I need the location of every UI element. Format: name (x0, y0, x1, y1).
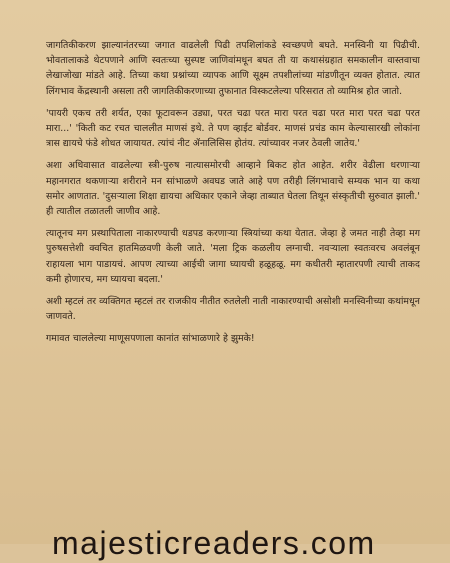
paragraph-intro: जागतिकीकरण झाल्यानंतरच्या जगात वाढलेली पिढी तपशिलांकडे स्वच्छपणे बघते. मनस्विनी या पिढीची. भोवतालाकडे थेटपणाने आणि स्वतःच्या सुस्पष्ट जाणिवांमधून बघत ती या कथासंग्रहात समकालीन वास्तवाचा लेखाजोखा मांडते आहे. तिच्या कथा प्रश्नांच्या व्यापक आणि सूक्ष्म तपशीलांच्या मांडणीतून व्यक्त होतात. त्यात लिंगभाव केंद्रस्थानी असला तरी जागतिकीकरणाच्या तुफानात विस्कटलेल्या परिसरात तो व्यामिश्र होत जातो. (46, 40, 420, 97)
website-watermark: majesticreaders.com (52, 525, 376, 561)
paragraph-women-stories: त्यातूनच मग प्रस्थापिताला नाकारण्याची धडपड करणाऱ्या स्त्रियांच्या कथा येतात. जेव्हा हे जमत नाही तेव्हा मग पुरुषसत्तेशी क्वचित हातमिळवणी केली जाते. 'मला ट्रिक कळलीय लग्नाची. नवऱ्याला स्वतःवरच अवलंबून राहायला भाग पाडायचं. आपण त्याच्या आईची जागा घ्यायची हळूहळू. मग कधीतरी म्हातारपणी त्याची ताकद कमी होणारच, मग घ्यायचा बदला.' (46, 228, 420, 285)
paragraph-personal-political: अशी म्हटलं तर व्यक्तिगत म्हटलं तर राजकीय नीतीत रुतलेली नाती नाकारण्याची असोशी मनस्विनीच्या कथांमधून जाणवते. (46, 296, 420, 323)
paragraph-quote-race: 'पायरी एकच तरी शर्यत, एका फूटावरून उड्या, परत चढा परत मारा परत चढा परत मारा परत चढा परत मारा...' 'किती कट रचत चाललीत माणसं इथे. ते पण व्हाईट बोर्डवर. माणसं प्रचंड काम केल्यासारखी लोकांना त्रास द्यायचे फंडे शोधत जायायत. त्यांचं नीट ॲनालिसिस होतंय. त्यांच्यावर नजर ठेवली जातेय.' (46, 107, 420, 150)
paragraph-relationships: अशा अधिवासात वाढलेल्या स्त्री-पुरुष नात्यासमोरची आव्हाने बिकट होत आहेत. शरीर वेढीला धरणाऱ्या महानगरात थकणाऱ्या शरीराने मन सांभाळणे अवघड जाते आहे पण तरीही लिंगभावाचे सम्यक भान या कथा समोर आणतात. 'दुसऱ्याला शिक्षा द्यायचा अधिकार एकाने जेव्हा ताब्यात घेतला तिथून संस्कृतीची सुरुवात झाली.' ही त्यातील तळातली जाणीव आहे. (46, 160, 420, 218)
blurb-text (46, 38, 420, 354)
paragraph-closing-line: गमावत चाललेल्या माणूसपणाला कानांत सांभाळणारे हे झुमके! (46, 333, 255, 345)
